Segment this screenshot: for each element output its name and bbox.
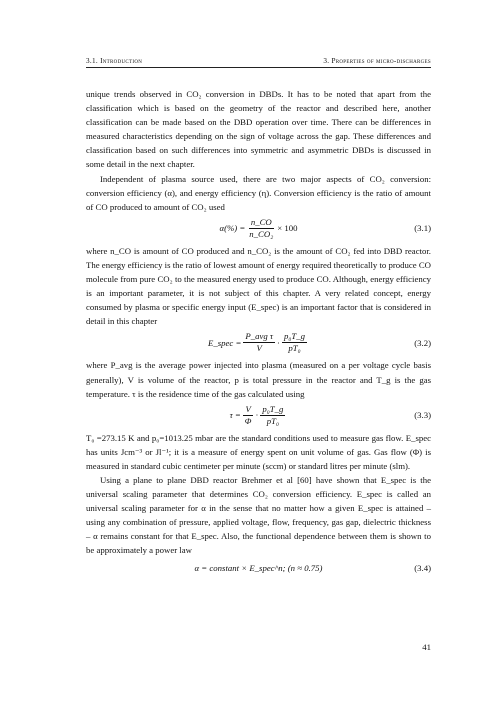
eq3-fraction-2: [260, 404, 285, 427]
paragraph-3: where n_CO is amount of CO produced and n_CO₂ is the amount of CO₂ fed into DBD reactor. The energy efficiency is the ratio of lowest amount of energy required theoretically to produce CO molecule from pure CO₂ to the measured energy used to produce CO. Although, energy efficiency is an important parameter, it is not subject of this chapter. A very related concept, energy consumed by plasma or specific energy input (E_spec) is an important factor that is considered in detail in this chapter: [86, 245, 431, 327]
eq3-denominator-2: pT₀: [266, 415, 280, 426]
paragraph-1: unique trends observed in CO₂ conversion in DBDs. It has to be noted that apart from the classification which is based on the geometry of the reactor and described here, another classification can be made based on the DBD operation over time. There can be differences in measured characteristics depending on the sign of voltage across the gap. These differences and classification based on such differences into symmetric and asymmetric DBDs is discussed in some detail in the next chapter.: [86, 89, 431, 170]
page-number: 41: [422, 642, 431, 652]
eq3-numerator-2: p₀T_g: [262, 403, 284, 414]
eq3-numerator-1: V: [245, 403, 251, 414]
eq1-fraction: [247, 217, 275, 240]
eq2-denominator-2: pT₀: [288, 343, 301, 354]
eq1-lhs: α(%) =: [219, 223, 246, 234]
eq1-numerator: n_CO: [250, 216, 272, 227]
eq3-fraction-1: [243, 404, 254, 427]
eq2-number: (3.2): [414, 337, 431, 348]
paragraph-4: where P_avg is the average power injected into plasma (measured on a per voltage cycle basis generally), V is volume of the reactor, p is total pressure in the reactor and T_g is the gas temperature. τ is the residence time of the gas calculated using: [86, 360, 431, 399]
equation-3-4: [86, 561, 431, 575]
body-text: [86, 87, 431, 579]
eq1-denominator: n_CO₂: [249, 228, 274, 239]
eq1-number: (3.1): [414, 223, 431, 234]
eq2-fraction-1: [243, 331, 275, 354]
header-rule: [86, 67, 431, 68]
equation-3-2: E_spec = $\frac{\text{P\_avg τ}}{V}$ · $\frac{\text{p₀T\_g}}{\text{pT₀}}$ (3.2): [207, 331, 431, 354]
equation-3-3: τ = $\frac{V}{\Phi}$ · $\frac{\text{p₀T\_g}}{\text{pT₀}}$ (3.3): [229, 403, 431, 426]
paragraph-2: Independent of plasma source used, there are two major aspects of CO₂ conversion: conversion efficiency (α), and energy efficiency (η). Conversion efficiency is the ratio of amount of CO produced to amount of CO₂ used: [86, 173, 431, 212]
eq2-numerator-2: p₀T_g: [283, 331, 305, 342]
header-left: 3.1. Introduction: [86, 57, 143, 65]
eq4-body: α = constant × E_spec^n; (n ≈ 0.75): [194, 562, 323, 573]
equation-3-1: [86, 217, 431, 240]
eq3-number: (3.3): [414, 410, 431, 421]
eq2-denominator-1: V: [256, 343, 262, 354]
eq1-tail: × 100: [277, 223, 298, 234]
paragraph-5: T₀ =273.15 K and p₀=1013.25 mbar are the standard conditions used to measure gas flow. E_spec has units Jcm⁻³ or Jl⁻¹; it is a measure of energy spent on unit volume of gas. Gas flow (Φ) is measured in standard cubic centimeter per minute (sccm) or standard litres per minute (slm).: [86, 432, 431, 471]
eq3-lhs: τ =: [229, 410, 241, 421]
eq3-denominator-1: Φ: [244, 415, 252, 426]
header-right: 3. Properties of micro-discharges: [323, 57, 431, 65]
eq2-numerator-1: P_avg τ: [245, 331, 274, 342]
eq4-number: (3.4): [414, 562, 431, 573]
running-header: [86, 57, 431, 65]
paragraph-6: Using a plane to plane DBD reactor Brehmer et al [60] have shown that E_spec is the universal scaling parameter that determines CO₂ conversion efficiency. E_spec is called an universal scaling parameter for α in the sense that no matter how a given E_spec is attained – using any combination of pressure, applied voltage, flow, frequency, gas gap, dielectric thickness – α remains constant for that E_spec. Also, the functional dependence between them is shown to be approximately a power law: [86, 474, 431, 556]
eq2-lhs: E_spec =: [207, 337, 242, 348]
eq2-fraction-2: [282, 331, 307, 354]
